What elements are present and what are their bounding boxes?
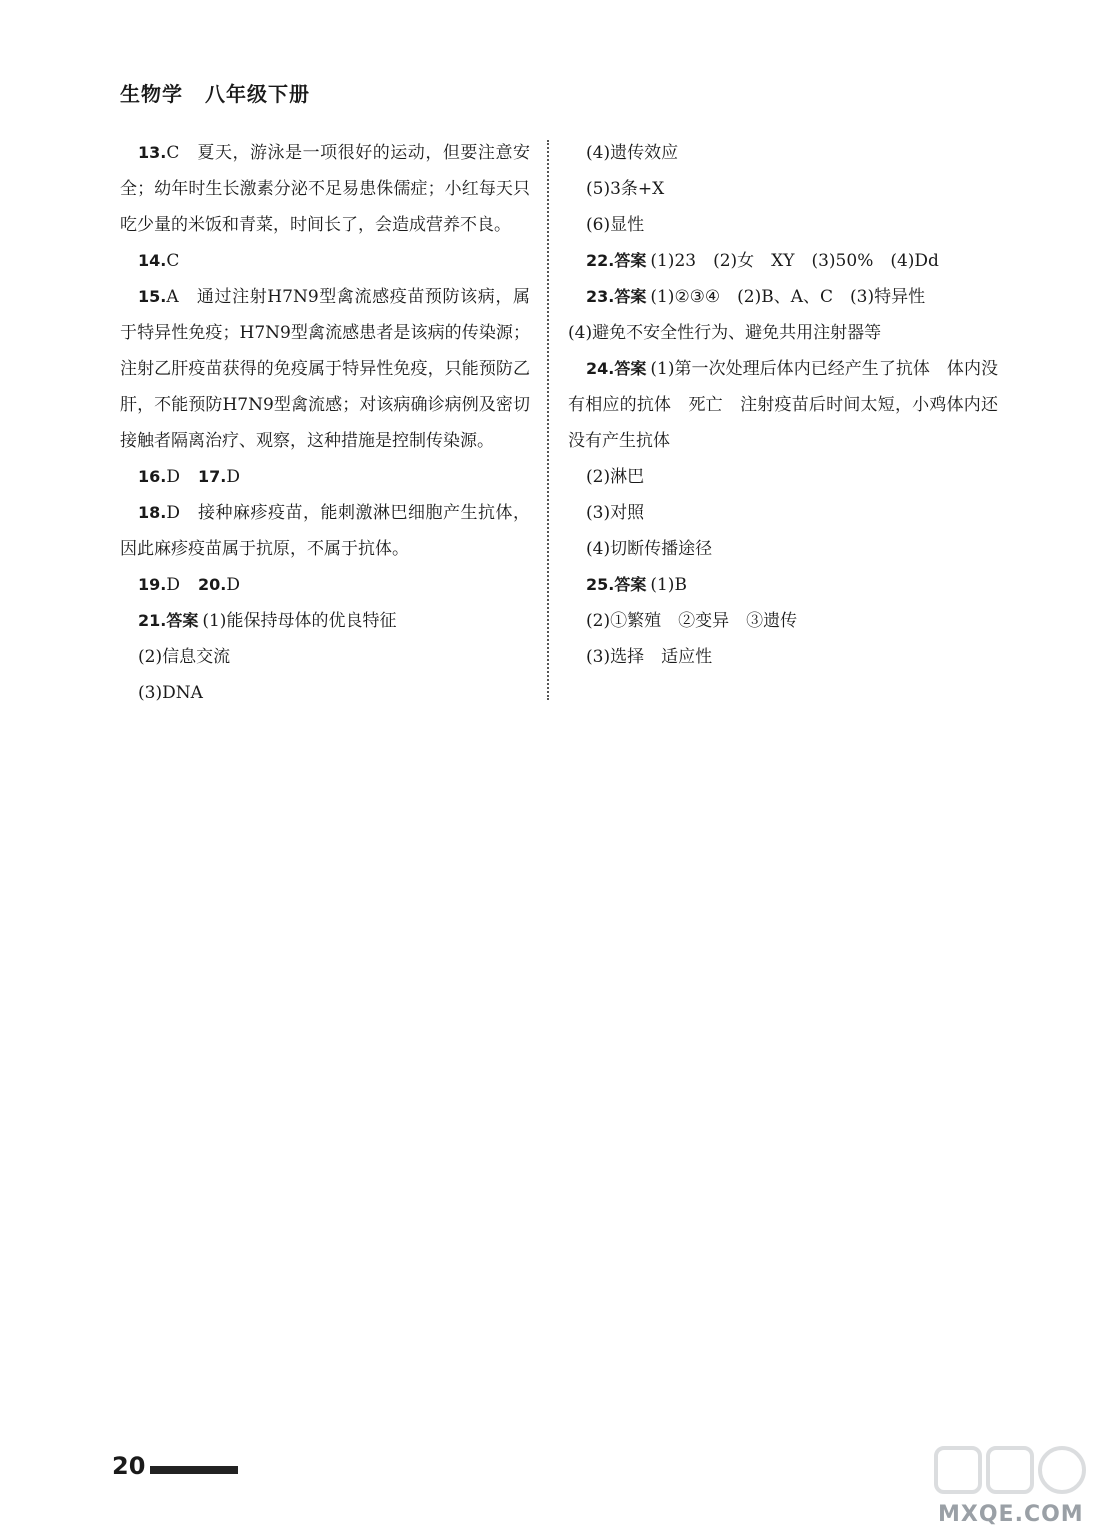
answer-text: (2)①繁殖 ②变异 ③遗传 (586, 611, 798, 631)
question-number: 25. (586, 575, 615, 594)
question-number: 19. (138, 575, 167, 594)
answer-item (120, 279, 530, 459)
question-number: 17. (197, 467, 227, 486)
answer-text: C (166, 251, 180, 271)
answer-text: (3)选择 适应性 (586, 647, 713, 667)
answer-text: (3)对照 (586, 503, 645, 523)
answer-text: (4)避免不安全性行为、避免共用注射器等 (568, 323, 882, 343)
answer-subpart (568, 495, 998, 531)
question-number: 22. (586, 251, 615, 270)
answer-text: C 夏天，游泳是一项很好的运动，但要注意安全；幼年时生长激素分泌不足易患侏儒症；小红每天只吃少量的米饭和青菜，时间长了，会造成营养不良。 (120, 143, 530, 235)
answer-text: D (226, 575, 240, 595)
question-number: 15. (138, 287, 167, 306)
page-number-bar (150, 1466, 238, 1474)
answer-text: (5)3条+X (586, 179, 665, 199)
answer-label: 答案 (614, 287, 647, 306)
answer-text: (1)第一次处理后体内已经产生了抗体 体内没有相应的抗体 死亡 注射疫苗后时间太短，小鸡体内还没有产生抗体 (568, 359, 998, 451)
answer-subpart (568, 135, 998, 171)
answer-text: (1)23 (2)女 XY (3)50% (4)Dd (650, 251, 939, 271)
answer-text: A 通过注射H7N9型禽流感疫苗预防该病，属于特异性免疫；H7N9型禽流感患者是该病的传染源；注射乙肝疫苗获得的免疫属于特异性免疫，只能预防乙肝，不能预防H7N9型禽流感；对该病确诊病例及密切接触者隔离治疗、观察，这种措施是控制传染源。 (120, 287, 530, 451)
answer-text: (1)能保持母体的优良特征 (202, 611, 397, 631)
subject-title: 生物学 (120, 82, 183, 106)
answer-subpart (568, 531, 998, 567)
left-answer-column (120, 135, 530, 711)
answer-item (568, 567, 998, 603)
answer-label: 答案 (614, 251, 647, 270)
answer-item (568, 279, 998, 315)
answer-item (120, 135, 530, 243)
answer-text: (3)DNA (138, 683, 203, 703)
answer-subpart (120, 639, 530, 675)
answer-text: D (166, 575, 180, 595)
answer-item (120, 567, 530, 603)
answer-subpart (120, 675, 530, 711)
page-number: 20 (112, 1452, 146, 1480)
question-number: 21. (138, 611, 167, 630)
answer-text: (1)B (650, 575, 687, 595)
question-number: 20. (197, 575, 227, 594)
watermark-site: MXQE.COM (938, 1502, 1084, 1527)
answer-text: (6)显性 (586, 215, 645, 235)
answer-subpart (568, 603, 998, 639)
answer-subpart (568, 639, 998, 675)
answer-label: 答案 (614, 359, 647, 378)
answer-subpart (568, 315, 998, 351)
page-header (120, 78, 310, 107)
answer-item (120, 603, 530, 639)
answer-text: D (166, 467, 180, 487)
answer-text: (4)切断传播途径 (586, 539, 713, 559)
answer-item (568, 243, 998, 279)
answer-subpart (568, 459, 998, 495)
question-number: 23. (586, 287, 615, 306)
answer-label: 答案 (166, 611, 199, 630)
question-number: 14. (138, 251, 167, 270)
answer-text: (1)②③④ (2)B、A、C (3)特异性 (650, 287, 926, 307)
answer-text: D 接种麻疹疫苗，能刺激淋巴细胞产生抗体，因此麻疹疫苗属于抗原，不属于抗体。 (120, 503, 530, 559)
answer-label: 答案 (614, 575, 647, 594)
question-number: 24. (586, 359, 615, 378)
right-answer-column (568, 135, 998, 675)
question-number: 13. (138, 143, 167, 162)
answer-item (120, 495, 530, 567)
answer-subpart (568, 171, 998, 207)
answer-text: (4)遗传效应 (586, 143, 679, 163)
answer-item (568, 351, 998, 459)
answer-subpart (568, 207, 998, 243)
question-number: 16. (138, 467, 167, 486)
answer-text: (2)淋巴 (586, 467, 645, 487)
answer-item (120, 459, 530, 495)
grade-title: 八年级下册 (205, 82, 310, 106)
question-number: 18. (138, 503, 167, 522)
column-divider (547, 140, 549, 700)
answer-item (120, 243, 530, 279)
answer-text: D (226, 467, 240, 487)
answer-text: (2)信息交流 (138, 647, 231, 667)
